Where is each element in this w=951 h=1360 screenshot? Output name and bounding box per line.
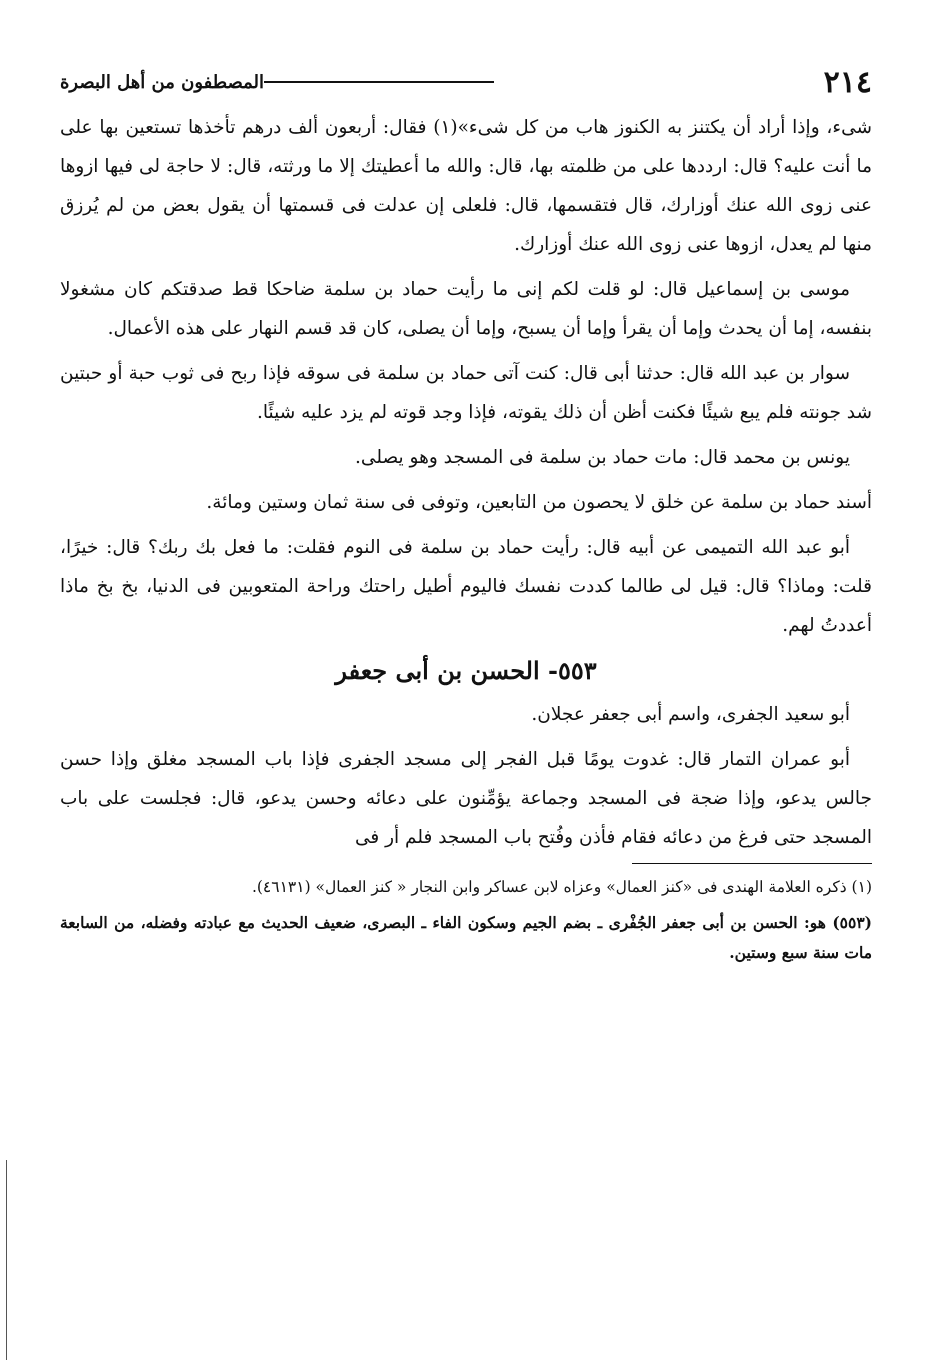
entry-heading: ٥٥٣- الحسن بن أبى جعفر (335, 656, 597, 685)
footnote: (٥٥٣) هو: الحسن بن أبى جعفر الجُفْرى ـ بضم الجيم وسكون الفاء ـ البصرى، ضعيف الحديث مع عبادته وفضله، من السابعة مات سنة سبع وستين. (60, 913, 872, 962)
paragraph: سوار بن عبد الله قال: حدثنا أبى قال: كنت آتى حماد بن سلمة فى سوقه فإذا ربح فى ثوب حبة أو حبتين شد جونته فلم يبع شيئًا فكنت أظن أن ذلك يقوته، فإذا وجد قوته لم يزد عليه شيئًا. (60, 363, 872, 423)
entry-paragraph: أبو عمران التمار قال: غدوت يومًا قبل الفجر إلى مسجد الجفرى فإذا باب المسجد مغلق وإذا حسن جالس يدعو، وإذا ضجة فى المسجد وجماعة يؤمِّنون على دعائه وحسن يدعو، قال: فجلست على باب المسجد حتى فرغ من دعائه فقام فأذن وفُتح باب المسجد فلم أر فى (60, 749, 872, 848)
running-title: المصطفون من أهل البصرة (60, 71, 265, 93)
paragraph: يونس بن محمد قال: مات حماد بن سلمة فى المسجد وهو يصلى. (355, 447, 850, 468)
entry-paragraph: أبو سعيد الجفرى، واسم أبى جعفر عجلان. (531, 704, 850, 725)
header-rule (264, 81, 494, 83)
paragraph: أبو عبد الله التميمى عن أبيه قال: رأيت حماد بن سلمة فى النوم فقلت: ما فعل بك ربك؟ قال: خيرًا، قلت: وماذا؟ قال: قيل لى طالما كددت نفسك فاليوم أطيل راحتك وراحة المتعوبين فى الدنيا، بخ بخ ماذا أعددتُ لهم. (60, 537, 872, 636)
page-number: ٢١٤ (823, 64, 872, 100)
page-header (60, 62, 872, 102)
footnote: (١) ذكره العلامة الهندى فى «كنز العمال» وعزاه لابن عساكر وابن النجار « كنز العمال» (٤٦١٣١). (251, 878, 872, 896)
scan-margin-line (6, 1160, 7, 1360)
book-page (60, 62, 872, 1332)
running-title-wrap (60, 72, 508, 93)
paragraph: شىء، وإذا أراد أن يكتنز به الكنوز هاب من كل شىء»(١) فقال: أربعون ألف درهم تأخذها تستعين بها على ما أنت عليه؟ قال: ارددها على من ظلمته بها، قال: والله ما أعطيتك إلا ما ورثته، قال: لا حاجة لى فيها ازوها عنى زوى الله عنك أوزارك، قال فتقسمها، قال: فلعلى إن عدلت فى قسمتها أن يقول بعض من لم يُرزق منها لم يعدل، ازوها عنى زوى الله عنك أوزارك. (60, 117, 872, 255)
footnote-divider (632, 863, 872, 864)
paragraph: أسند حماد بن سلمة عن خلق لا يحصون من التابعين، وتوفى فى سنة ثمان وستين ومائة. (206, 492, 872, 513)
paragraph: موسى بن إسماعيل قال: لو قلت لكم إنى ما رأيت حماد بن سلمة ضاحكا قط صدقتكم كان مشغولا بنفسه، إما أن يحدث وإما أن يقرأ وإما أن يسبح، وإما أن يصلى، كان قد قسم النهار على هذه الأعمال. (60, 279, 872, 339)
